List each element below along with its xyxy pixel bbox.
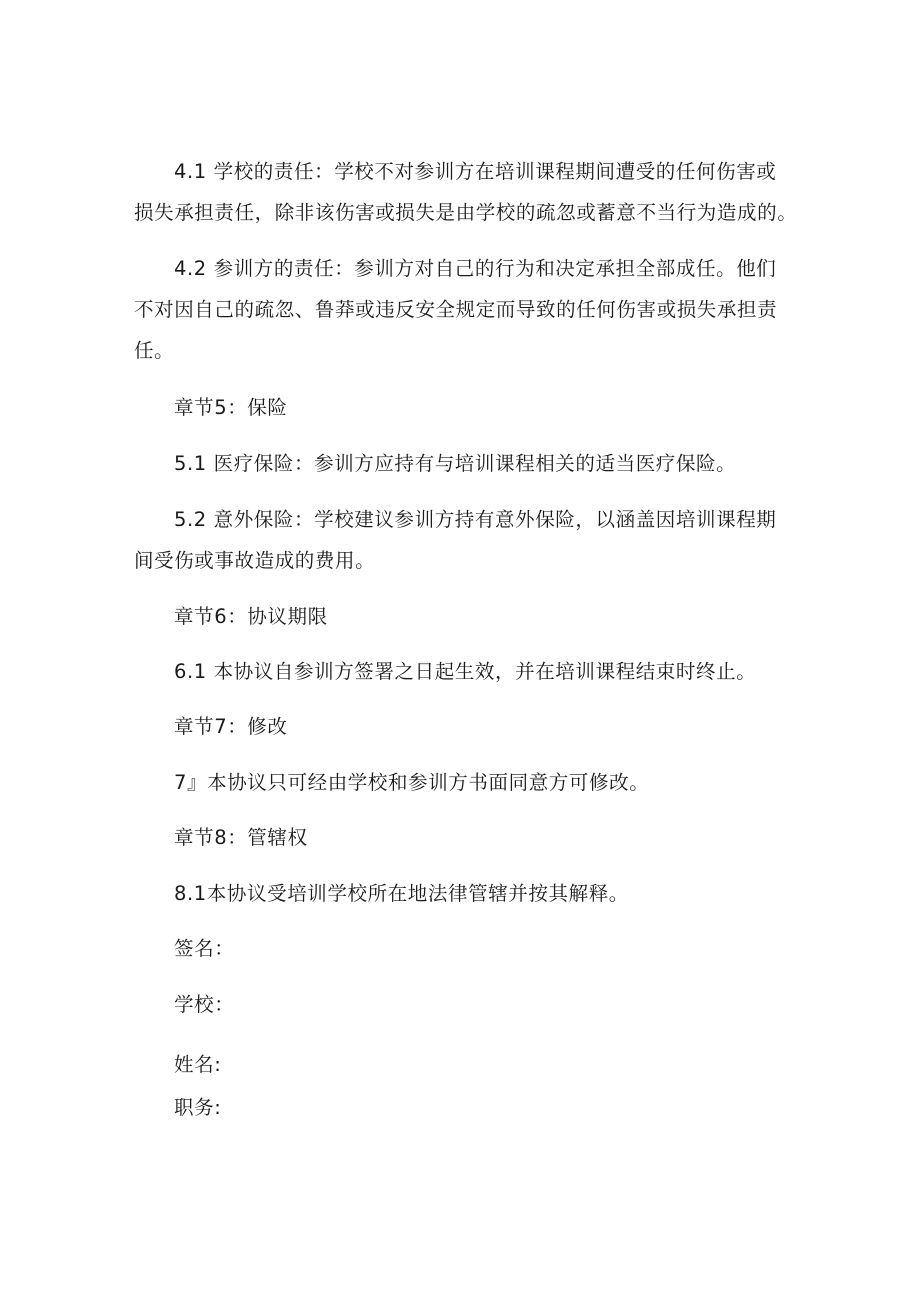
signature-label: 签名： [174, 937, 235, 960]
clause-5-2-line-2: 间受伤或事故造成的费用。 [134, 549, 376, 572]
section-7-heading: 章节7：修改 [174, 715, 288, 738]
school-label: 学校： [174, 993, 235, 1016]
clause-4-1-line-2: 损失承担责任，除非该伤害或损失是由学校的疏忽或蓄意不当行为造成的。 [134, 201, 798, 224]
clause-6-1: 6.1 本协议自参训方签署之日起生效，并在培训课程结束时终止。 [174, 660, 757, 683]
clause-8-1: 8.1本协议受培训学校所在地法律管辖并按其解释。 [174, 882, 629, 905]
name-label: 姓名: [174, 1053, 222, 1076]
clause-4-2-line-2: 不对因自己的疏忽、鲁莽或违反安全规定而导致的任何伤害或损失承担责 [134, 298, 778, 321]
section-5-heading: 章节5：保险 [174, 396, 288, 419]
clause-4-2-line-1: 4.2 参训方的责任：参训方对自己的行为和决定承担全部成任。他们 [174, 257, 777, 280]
clause-7-1: 7』本协议只可经由学校和参训方书面同意方可修改。 [174, 771, 650, 794]
clause-4-1-line-1: 4.1 学校的责任：学校不对参训方在培训课程期间遭受的任何伤害或 [174, 160, 777, 183]
clause-5-1: 5.1 医疗保险：参训方应持有与培训课程相关的适当医疗保险。 [174, 452, 737, 475]
clause-5-2-line-1: 5.2 意外保险：学校建议参训方持有意外保险，以涵盖因培训课程期 [174, 508, 777, 531]
section-8-heading: 章节8：管辖权 [174, 826, 308, 849]
section-6-heading: 章节6：协议期限 [174, 605, 328, 628]
clause-4-2-line-3: 任。 [134, 339, 175, 362]
title-label: 职务: [174, 1096, 222, 1119]
